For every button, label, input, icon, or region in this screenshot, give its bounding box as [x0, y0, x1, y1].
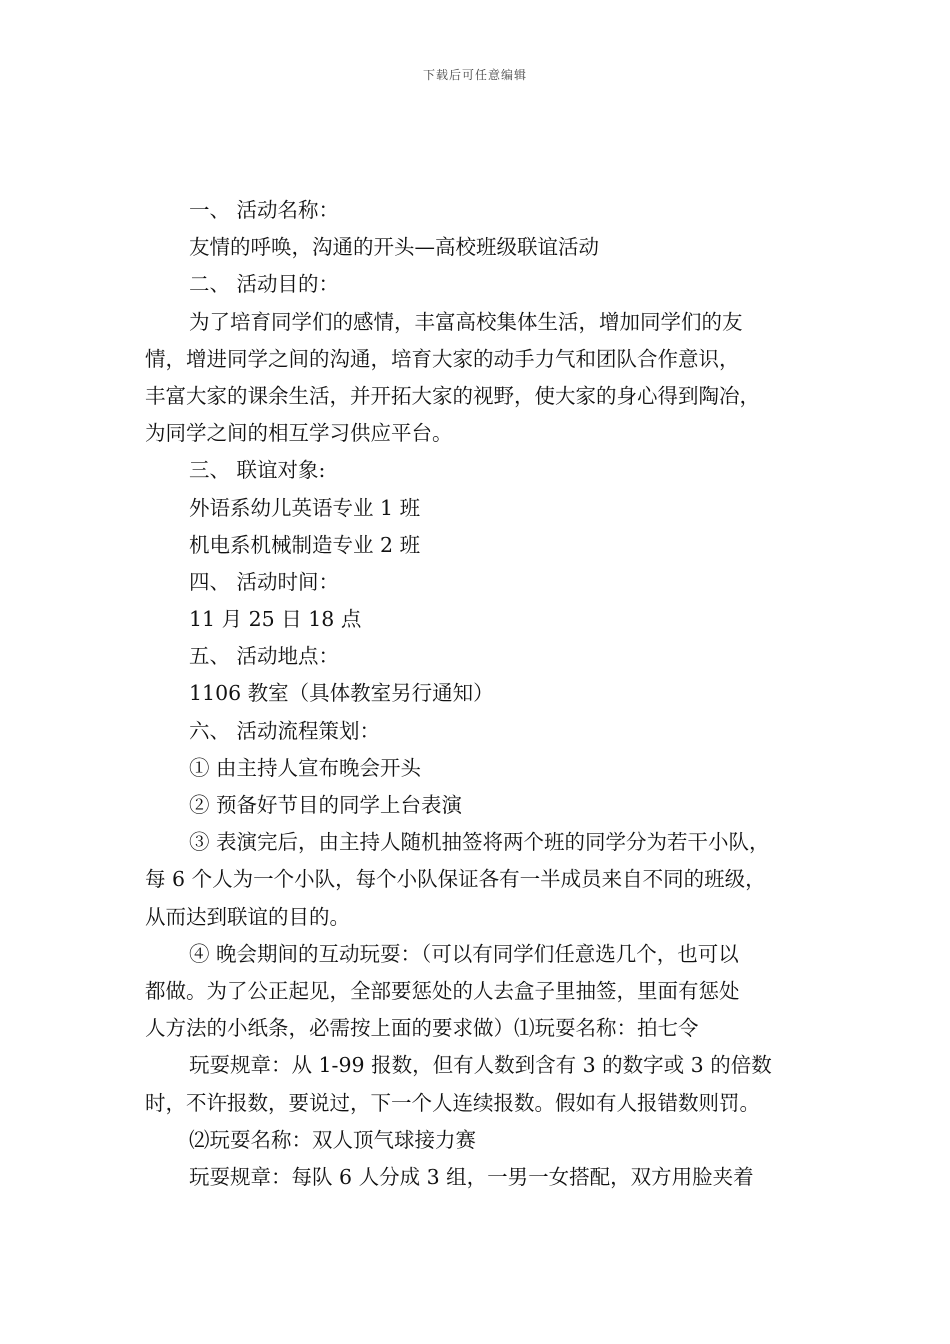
purpose-paragraph-line: 为同学之间的相互学习供应平台。: [145, 421, 453, 446]
game-rule-line: 玩耍规章：从 1-99 报数，但有人数到含有 3 的数字或 3 的倍数: [189, 1053, 772, 1078]
process-step-1: ① 由主持人宣布晚会开头: [189, 755, 422, 780]
game-rule-line: 玩耍规章：每队 6 人分成 3 组，一男一女搭配，双方用脸夹着: [189, 1164, 754, 1189]
section-heading-participants: 三、 联谊对象:: [189, 458, 326, 483]
purpose-paragraph-line: 情，增进同学之间的沟通，培育大家的动手力气和团队合作意识，: [145, 346, 740, 371]
purpose-paragraph-line: 为了培育同学们的感情，丰富高校集体生活，增加同学们的友: [189, 309, 743, 334]
process-step-3-line: 从而达到联谊的目的。: [145, 904, 350, 929]
game-name-line: ⑵玩耍名称：双人顶气球接力赛: [189, 1127, 476, 1152]
participant-class-2: 机电系机械制造专业 2 班: [189, 532, 421, 557]
process-step-4-line: 人方法的小纸条，必需按上面的要求做）⑴玩耍名称：拍七令: [145, 1016, 699, 1041]
section-heading-name: 一、 活动名称：: [189, 198, 340, 222]
section-heading-purpose: 二、 活动目的：: [189, 272, 340, 297]
document-body: [145, 192, 825, 1196]
page-header: 下载后可任意编辑: [422, 68, 527, 82]
participant-class-1: 外语系幼儿英语专业 1 班: [189, 495, 421, 520]
activity-location-text: 1106 教室（具体教室另行通知）: [189, 681, 494, 706]
section-heading-time: 四、 活动时间：: [189, 569, 340, 594]
process-step-3-line: ③ 表演完后，由主持人随机抽签将两个班的同学分为若干小队，: [189, 830, 770, 855]
process-step-2: ② 预备好节目的同学上台表演: [189, 793, 463, 817]
process-step-4-line: 都做。为了公正起见，全部要惩处的人去盒子里抽签，里面有惩处: [145, 978, 740, 1003]
section-heading-process: 六、 活动流程策划：: [189, 718, 381, 743]
activity-time-text: 11 月 25 日 18 点: [189, 607, 362, 632]
process-step-3-line: 每 6 个人为一个小队，每个小队保证各有一半成员来自不同的班级，: [145, 867, 766, 892]
process-step-4-line: ④ 晚会期间的互动玩耍：（可以有同学们任意选几个，也可以: [189, 941, 739, 966]
game-rule-line: 时，不许报数，要说过，下一个人连续报数。假如有人报错数则罚。: [145, 1090, 760, 1115]
activity-name-text: 友情的呼唤，沟通的开头—高校班级联谊活动: [189, 235, 599, 260]
section-heading-location: 五、 活动地点：: [189, 644, 340, 669]
purpose-paragraph-line: 丰富大家的课余生活，并开拓大家的视野，使大家的身心得到陶冶，: [145, 383, 760, 408]
